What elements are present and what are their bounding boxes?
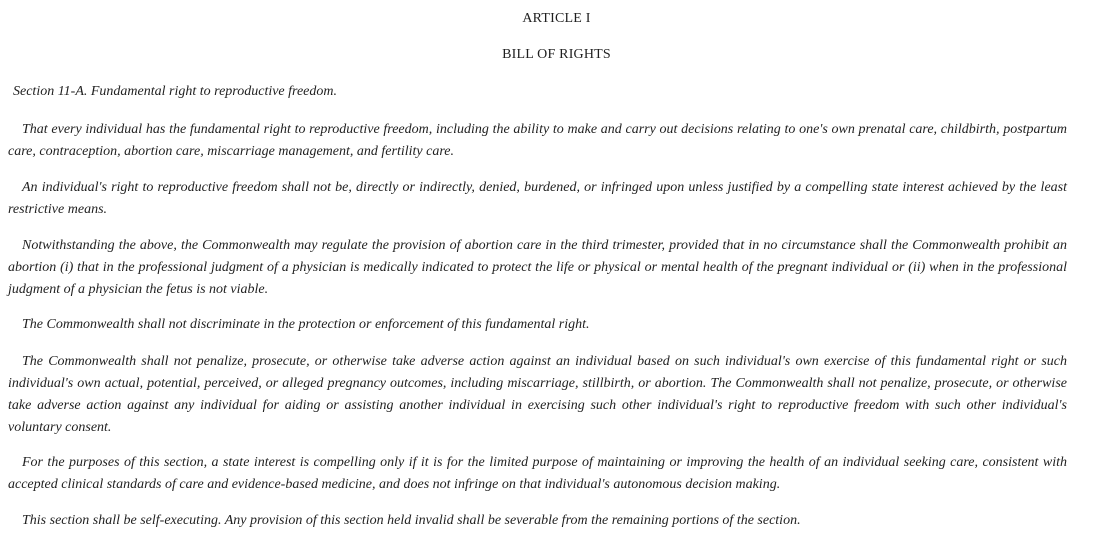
bill-of-rights-heading: BILL OF RIGHTS: [502, 47, 611, 62]
paragraph-7: This section shall be self-executing. Any provision of this section held invalid shall be severable from the remaining portions of the section.: [22, 513, 801, 528]
paragraph-2: An individual's right to reproductive freedom shall not be, directly or indirectly, denied, burdened, or infringed upon unless justified by a compelling state interest achieved by the least restrictive means.: [8, 180, 1067, 217]
article-heading: ARTICLE I: [522, 11, 591, 26]
paragraph-3: Notwithstanding the above, the Commonwealth may regulate the provision of abortion care in the third trimester, provided that in no circumstance shall the Commonwealth prohibit an abortion (i) that in the professional judgment of a physician is medically indicated to protect the life or physical or mental health of the pregnant individual or (ii) when in the professional judgment of a physician the fetus is not viable.: [8, 238, 1067, 297]
section-title: Section 11-A. Fundamental right to reproductive freedom.: [13, 84, 338, 99]
paragraph-6: For the purposes of this section, a state interest is compelling only if it is for the limited purpose of maintaining or improving the health of an individual seeking care, consistent with accepted clinical standards of care and evidence-based medicine, and does not infringe on that individual's autonomous decision making.: [8, 455, 1067, 492]
paragraph-4: The Commonwealth shall not discriminate in the protection or enforcement of this fundamental right.: [22, 317, 590, 332]
paragraph-1: That every individual has the fundamental right to reproductive freedom, including the ability to make and carry out decisions relating to one's own prenatal care, childbirth, postpartum care, contraception, abortion care, miscarriage management, and fertility care.: [8, 122, 1067, 159]
paragraph-5: The Commonwealth shall not penalize, prosecute, or otherwise take adverse action against an individual based on such individual's own exercise of this fundamental right or such individual's own actual, potential, perceived, or alleged pregnancy outcomes, including miscarriage, stillbirth, or abortion. The Commonwealth shall not penalize, prosecute, or otherwise take adverse action against any individual for aiding or assisting another individual in exercising such other individual's right to reproductive freedom with such other individual's voluntary consent.: [8, 354, 1067, 435]
